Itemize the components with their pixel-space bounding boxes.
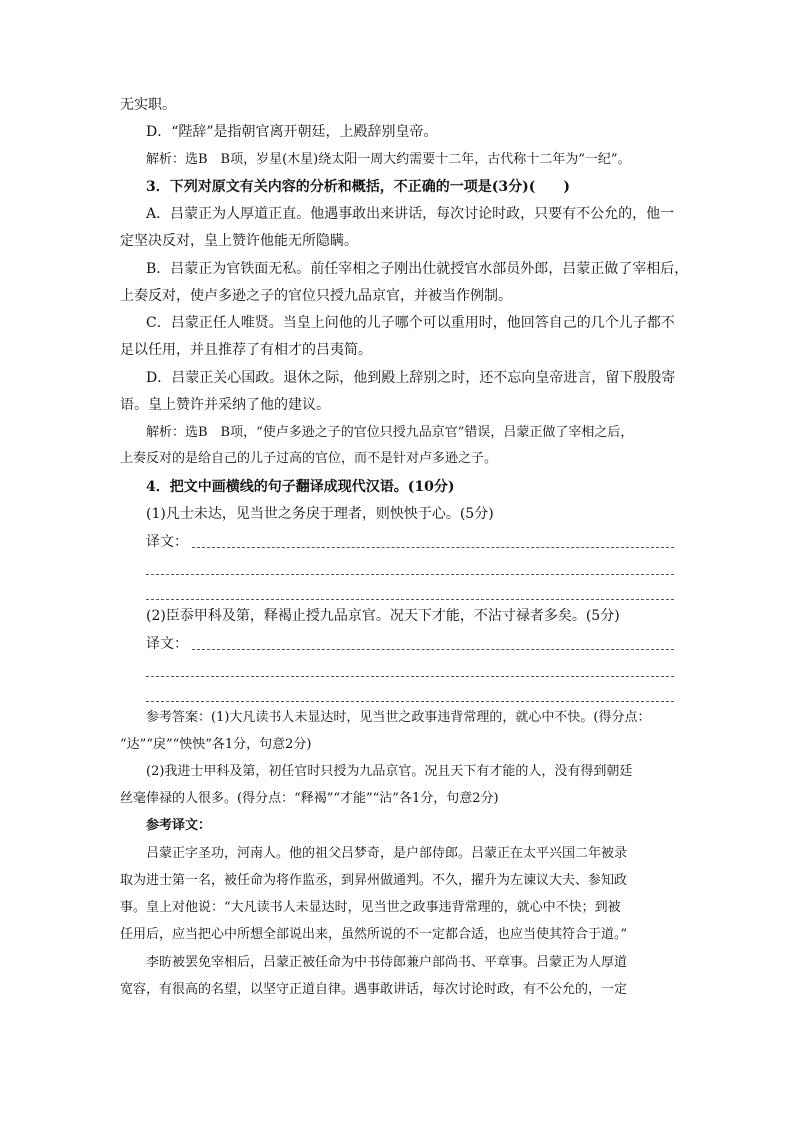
option-d-line: D．“陛辞”是指朝官离开朝廷，上殿辞别皇帝。 — [146, 124, 438, 140]
analysis-line: 解析：选B B项，“使卢多逊之子的官位只授九品京官”错误，吕蒙正做了宰相之后， — [146, 425, 634, 440]
reference-translation-heading: 参考译文： — [146, 818, 212, 833]
option-c-line: C．吕蒙正任人唯贤。当皇上问他的儿子哪个可以重用时，他回答自己的几个儿子都不 — [146, 315, 675, 331]
reference-answer-line: (2)我进士甲科及第，初任官时只授为九品京官。况且天下有才能的人，没有得到朝廷 — [146, 764, 633, 779]
reference-answer-line: “达”“戾”“怏怏”各1分，句意2分) — [120, 737, 312, 752]
option-a-line: 定坚决反对，皇上赞许他能无所隐瞒。 — [120, 233, 358, 249]
reference-answer-line: 丝毫俸禄的人很多。(得分点：“释褐”“才能”“沾”各1分，句意2分) — [120, 791, 499, 806]
answer-blank-line[interactable] — [146, 574, 674, 575]
translation-label: 译文： — [146, 534, 188, 550]
option-c-line: 足以任用，并且推荐了有相才的吕夷简。 — [120, 342, 372, 358]
analysis-line: 上奏反对的是给自己的儿子过高的官位，而不是针对卢多逊之子。 — [120, 451, 498, 466]
answer-blank-line[interactable] — [192, 649, 674, 650]
translation-paragraph-line: 取为进士第一名，被任命为将作监丞，到昇州做通判。不久，擢升为左谏议大夫、参知政 — [120, 873, 628, 888]
translation-paragraph-line: 宽容，有很高的名望，以坚守正道自律。遇事敢讲话，每次讨论时政，有不公允的，一定 — [120, 982, 628, 997]
question-3-title: 3．下列对原文有关内容的分析和概括，不正确的一项是(3分)( ) — [146, 179, 570, 195]
option-a-line: A．吕蒙正为人厚道正直。他遇事敢出来讲话，每次讨论时政，只要有不公允的，他一 — [146, 206, 675, 222]
answer-blank-line[interactable] — [192, 547, 674, 548]
translation-paragraph-line: 吕蒙正字圣功，河南人。他的祖父吕梦奇，是户部侍郎。吕蒙正在太平兴国二年被录 — [146, 846, 628, 861]
translation-paragraph-line: 任用后，应当把心中所想全部说出来，虽然所说的不一定都合适，也应当使其符合于道。” — [120, 927, 628, 942]
answer-blank-line[interactable] — [146, 599, 674, 600]
answer-blank-line[interactable] — [146, 676, 674, 677]
option-b-line: B．吕蒙正为官铁面无私。前任宰相之子刚出仕就授官水部员外郎，吕蒙正做了宰相后， — [146, 261, 689, 277]
analysis-line: 解析：选B B项，岁星(木星)绕太阳一周大约需要十二年，古代称十二年为“一纪”。 — [146, 152, 631, 167]
translation-paragraph-line: 事。皇上对他说：“大凡读书人未显达时，见当世之政事违背常理的，就心中不快；到被 — [120, 900, 621, 915]
translation-paragraph-line: 李昉被罢免宰相后，吕蒙正被任命为中书侍郎兼户部尚书、平章事。吕蒙正为人厚道 — [146, 955, 628, 970]
text-line: 无实职。 — [120, 97, 176, 113]
option-d-line: 语。皇上赞许并采纳了他的建议。 — [120, 397, 330, 413]
translation-label: 译文： — [146, 636, 188, 652]
option-d-line: D．吕蒙正关心国政。退休之际，他到殿上辞别之时，还不忘向皇帝进言，留下殷殷寄 — [146, 370, 676, 386]
option-b-line: 上奏反对，使卢多逊之子的官位只授九品京官，并被当作例制。 — [120, 288, 512, 304]
sentence-2: (2)臣忝甲科及第，释褐止授九品京官。况天下才能，不沾寸禄者多矣。(5分) — [146, 608, 620, 624]
sentence-1: (1)凡士未达，见当世之务戾于理者，则怏怏于心。(5分) — [146, 506, 494, 522]
reference-answer-line: 参考答案：(1)大凡读书人未显达时，见当世之政事违背常理的，就心中不快。(得分点： — [146, 710, 651, 725]
question-4-title: 4．把文中画横线的句子翻译成现代汉语。(10分) — [146, 479, 455, 495]
answer-blank-line[interactable] — [146, 701, 674, 702]
